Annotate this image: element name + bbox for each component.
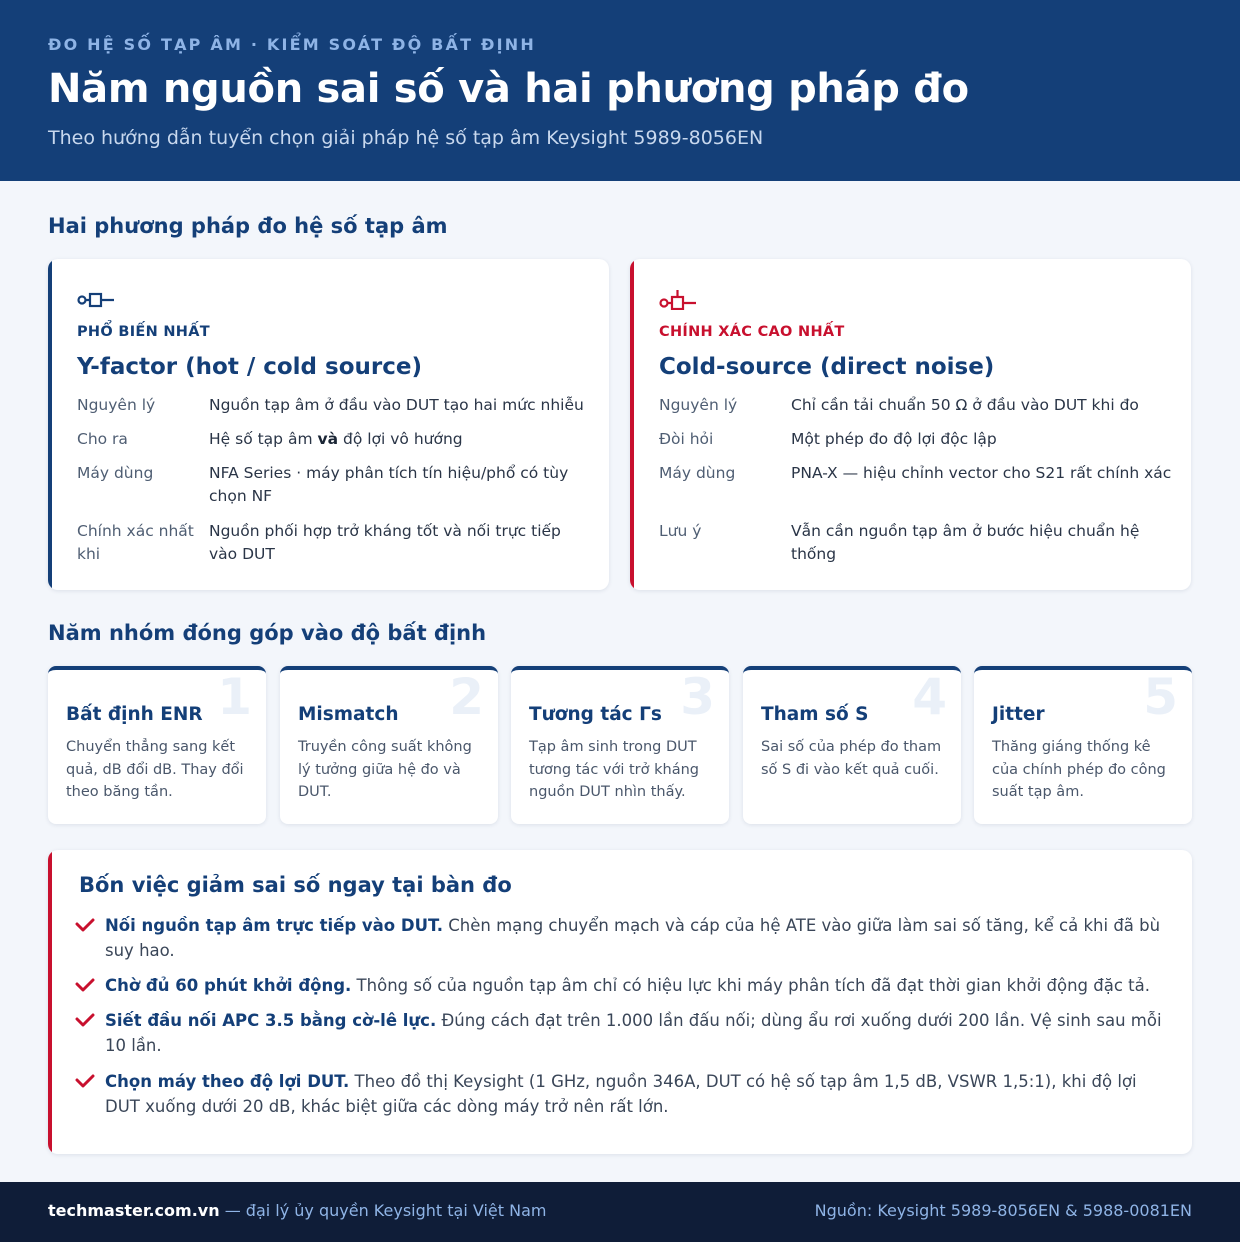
method-title: Cold-source (direct noise) (659, 354, 995, 380)
contributor-title: Tham số S (761, 704, 869, 725)
row-value: Vẫn cần nguồn tạp âm ở bước hiệu chuẩn hệ thống (791, 522, 1140, 563)
contributor-desc: Tạp âm sinh trong DUT tương tác với trở kháng nguồn DUT nhìn thấy. (529, 739, 699, 800)
contributor-title: Tương tác Γs (529, 704, 662, 725)
method-card-y-factor (48, 259, 609, 590)
method-tag: PHỔ BIẾN NHẤT (77, 324, 210, 340)
method-tag: CHÍNH XÁC CAO NHẤT (659, 324, 845, 340)
methods-section-title: Hai phương pháp đo hệ số tạp âm (48, 214, 448, 238)
row-value: Chỉ cần tải chuẩn 50 Ω ở đầu vào DUT khi đo (791, 396, 1139, 414)
row-key: Lưu ý (659, 522, 702, 540)
tips-card (48, 850, 1192, 1154)
contributor-desc: Sai số của phép đo tham số S đi vào kết quả cuối. (761, 739, 942, 778)
checkmark-icon (75, 1012, 95, 1028)
page-subtitle: Theo hướng dẫn tuyển chọn giải pháp hệ số tạp âm Keysight 5989-8056EN (48, 127, 764, 149)
tip-lead: Chọn máy theo độ lợi DUT. (105, 1072, 350, 1091)
tip-body: Đúng cách đạt trên 1.000 lần đấu nối; dùng ẩu rơi xuống dưới 200 lần. Vệ sinh sau mỗi 10 lần. (105, 1011, 1162, 1055)
row-value-emphasis: và (317, 430, 339, 448)
tip-lead: Chờ đủ 60 phút khởi động. (105, 976, 352, 995)
header-eyebrow: ĐO HỆ SỐ TẠP ÂM · KIỂM SOÁT ĐỘ BẤT ĐỊNH (48, 35, 536, 54)
row-key: Cho ra (77, 430, 128, 448)
checkmark-icon (75, 1073, 95, 1089)
probe-block-icon (659, 290, 699, 310)
row-value (209, 428, 591, 451)
tip-body: Theo đồ thị Keysight (1 GHz, nguồn 346A, DUT có hệ số tạp âm 1,5 dB, VSWR 1,5:1), khi độ lợi DUT xuống dưới 20 dB, khác biệt giữa các dòng máy trở nên rất lớn. (105, 1072, 1137, 1116)
tip-lead: Siết đầu nối APC 3.5 bằng cờ-lê lực. (105, 1011, 437, 1030)
contributor-number: 4 (912, 668, 947, 726)
contributor-title: Jitter (992, 704, 1045, 725)
checkmark-icon (75, 917, 95, 933)
accent-bar (48, 259, 52, 590)
contributor-desc: Chuyển thẳng sang kết quả, dB đổi dB. Thay đổi theo băng tần. (66, 739, 244, 800)
accent-bar (48, 850, 52, 1154)
row-value: Nguồn phối hợp trở kháng tốt và nối trực tiếp vào DUT (209, 522, 561, 563)
row-value-text: độ lợi vô hướng (338, 430, 463, 448)
row-key: Nguyên lý (77, 396, 156, 414)
checkmark-icon (75, 977, 95, 993)
row-value-text: Hệ số tạp âm (209, 430, 318, 448)
footer-credit (48, 1201, 546, 1220)
row-key: Máy dùng (77, 464, 154, 482)
contributor-number: 3 (680, 668, 715, 726)
contributor-title: Mismatch (298, 704, 399, 725)
row-key: Đòi hỏi (659, 430, 714, 448)
contributor-card (974, 666, 1192, 824)
tip-body: Thông số của nguồn tạp âm chỉ có hiệu lực khi máy phân tích đã đạt thời gian khởi động đặc tả. (351, 976, 1150, 995)
row-value: PNA-X — hiệu chỉnh vector cho S21 rất chính xác (791, 464, 1172, 482)
row-key: Máy dùng (659, 464, 736, 482)
contributor-title: Bất định ENR (66, 704, 203, 725)
method-card-cold-source (630, 259, 1191, 590)
tip-lead: Nối nguồn tạp âm trực tiếp vào DUT. (105, 916, 443, 935)
header-banner (0, 0, 1240, 181)
row-value: Nguồn tạp âm ở đầu vào DUT tạo hai mức nhiễu (209, 396, 584, 414)
contributor-desc: Thăng giáng thống kê của chính phép đo công suất tạp âm. (992, 739, 1166, 800)
contributor-number: 1 (217, 668, 252, 726)
contributor-card (511, 666, 729, 824)
contributor-card (280, 666, 498, 824)
footer-source: Nguồn: Keysight 5989-8056EN & 5988-0081EN (814, 1201, 1192, 1220)
row-key: Nguyên lý (659, 396, 738, 414)
tip-text (105, 913, 1165, 963)
contributor-number: 2 (449, 668, 484, 726)
footer-brand-link[interactable]: techmaster.com.vn (48, 1201, 220, 1220)
page-title: Năm nguồn sai số và hai phương pháp đo (48, 66, 969, 112)
row-key: Chính xác nhất khi (77, 522, 194, 563)
accent-bar (630, 259, 634, 590)
contributor-desc: Truyền công suất không lý tưởng giữa hệ đo và DUT. (298, 739, 472, 800)
contributor-number: 5 (1143, 668, 1178, 726)
method-title: Y-factor (hot / cold source) (77, 354, 422, 380)
tip-body: Chèn mạng chuyển mạch và cáp của hệ ATE vào giữa làm sai số tăng, kể cả khi đã bù suy hao. (105, 916, 1161, 960)
row-value: NFA Series · máy phân tích tín hiệu/phổ có tùy chọn NF (209, 464, 569, 505)
contributors-section-title: Năm nhóm đóng góp vào độ bất định (48, 621, 487, 645)
tip-text (105, 1069, 1165, 1119)
footer (0, 1182, 1240, 1242)
row-value: Một phép đo độ lợi độc lập (791, 430, 997, 448)
contributor-card (48, 666, 266, 824)
contributor-card (743, 666, 961, 824)
footer-tagline: — đại lý ủy quyền Keysight tại Việt Nam (219, 1201, 547, 1220)
tip-text (105, 1008, 1165, 1058)
tip-text (105, 973, 1165, 998)
two-port-block-icon (77, 290, 117, 310)
tips-title: Bốn việc giảm sai số ngay tại bàn đo (79, 873, 512, 897)
